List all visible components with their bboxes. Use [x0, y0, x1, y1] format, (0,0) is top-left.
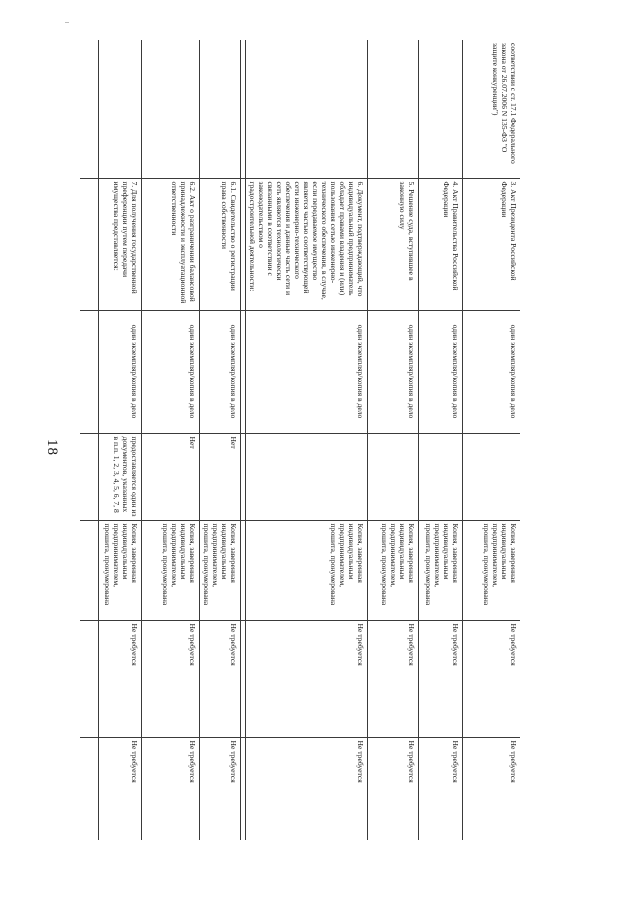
table-cell-col5	[80, 520, 99, 620]
table-cell-col7	[241, 737, 246, 840]
table-cell-col1	[246, 40, 368, 178]
table-cell-col5: Копия, заверенная индивидуальным предпринимателем, прошита, пронумерована	[419, 520, 463, 620]
table-cell-col1	[80, 40, 99, 178]
table-cell-col1	[99, 40, 142, 178]
table-cell-col6: Не требуется	[419, 620, 463, 737]
table-cell-col3	[80, 310, 99, 433]
table-row	[142, 40, 200, 840]
table-cell-col2	[80, 178, 99, 310]
table-cell-col5: Копия, заверенная индивидуальным предпринимателем, прошита, пронумерована	[200, 520, 241, 620]
table-cell-col6	[80, 620, 99, 737]
table-cell-col4: Нет	[200, 433, 241, 520]
table-cell-col2	[241, 178, 246, 310]
table-row	[463, 40, 520, 840]
table-cell-col3	[241, 310, 246, 433]
table-cell-col1	[142, 40, 200, 178]
table-cell-col1	[200, 40, 241, 178]
table-cell-col3: один экземпляр/копия в дело	[99, 310, 142, 433]
table-cell-col7: Не требуется	[419, 737, 463, 840]
table-row	[368, 40, 419, 840]
table-cell-col2: 7. Для получения государственной преференции путем передачи имущества представляется:	[99, 178, 142, 310]
table-cell-col6	[241, 620, 246, 737]
table-cell-col5: Копия, заверенная индивидуальным предпринимателем, прошита, пронумерована	[463, 520, 520, 620]
table-cell-col6: Не требуется	[246, 620, 368, 737]
table-cell-col5: Копия, заверенная индивидуальным предпринимателем, прошита, пронумерована	[246, 520, 368, 620]
table-container	[80, 40, 520, 840]
table-cell-col7: Не требуется	[200, 737, 241, 840]
table-cell-col5: Копия, заверенная индивидуальным предпринимателем, прошита, пронумерована	[142, 520, 200, 620]
table-cell-col7: Не требуется	[463, 737, 520, 840]
table-cell-col6: Не требуется	[368, 620, 419, 737]
page-number: 18	[44, 439, 60, 456]
table-cell-col5	[241, 520, 246, 620]
table-cell-col4	[241, 433, 246, 520]
table-row	[419, 40, 463, 840]
table-row	[200, 40, 241, 840]
table-cell-col7: Не требуется	[246, 737, 368, 840]
table-cell-col1	[241, 40, 246, 178]
table-cell-col4	[246, 433, 368, 520]
document-table	[80, 40, 520, 840]
table-cell-col3: один экземпляр/копия в дело	[200, 310, 241, 433]
table-cell-col2: 5. Решение суда, вступившее в законную силу	[368, 178, 419, 310]
scan-speck	[65, 22, 69, 23]
table-cell-col7: Не требуется	[368, 737, 419, 840]
table-row	[241, 40, 246, 840]
table-cell-col5: Копия, заверенная индивидуальным предпринимателем, прошита, пронумерована	[99, 520, 142, 620]
table-row	[246, 40, 368, 840]
table-row	[99, 40, 142, 840]
table-cell-col5: Копия, заверенная индивидуальным предпринимателем, прошита, пронумерована	[368, 520, 419, 620]
table-cell-col6: Не требуется	[99, 620, 142, 737]
table-cell-col1: соответствии с ст. 17.1 Федерального закона от 26.07.2006 N 135-ФЗ "О защите конкуренции")	[463, 40, 520, 178]
table-cell-col7	[80, 737, 99, 840]
table-cell-col6: Не требуется	[200, 620, 241, 737]
table-cell-col4: предоставляется один из документов, указанных в п.п. 1, 2, 3, 4, 5, 6, 7, 8	[99, 433, 142, 520]
table-cell-col2: 6.2. Акт о разграничении балансовой принадлежности и эксплуатационной ответственности	[142, 178, 200, 310]
table-cell-col7: Не требуется	[142, 737, 200, 840]
table-cell-col2: 3. Акт Президента Российской Федерации	[463, 178, 520, 310]
table-cell-col3: один экземпляр/копия в дело	[368, 310, 419, 433]
table-cell-col4	[419, 433, 463, 520]
table-cell-col2: 6. Документ, подтверждающий, что индивидуальный предприниматель обладает правами владения и (или) пользования сетью инженерно-технического обеспечения, в случае, если передаваемое имущество является частью соответствующей сети инженерно-технического обеспечения и данные часть сети и сеть являются технологически связанными в соответствии с законодательством о градостроительной деятельности:	[246, 178, 368, 310]
rotated-table-area	[80, 40, 520, 840]
table-cell-col3: один экземпляр/копия в дело	[246, 310, 368, 433]
table-cell-col3: один экземпляр/копия в дело	[463, 310, 520, 433]
table-cell-col4	[463, 433, 520, 520]
table-cell-col4	[80, 433, 99, 520]
table-cell-col6: Не требуется	[463, 620, 520, 737]
table-cell-col1	[368, 40, 419, 178]
table-cell-col6: Не требуется	[142, 620, 200, 737]
table-cell-col3: один экземпляр/копия в дело	[419, 310, 463, 433]
table-cell-col1	[419, 40, 463, 178]
table-cell-col2: 6.1. Свидетельство о регистрации права собственности	[200, 178, 241, 310]
table-row	[80, 40, 99, 840]
table-cell-col3: один экземпляр/копия в дело	[142, 310, 200, 433]
table-cell-col7: Не требуется	[99, 737, 142, 840]
table-cell-col2: 4. Акт Правительства Российской Федерации	[419, 178, 463, 310]
table-cell-col4: Нет	[142, 433, 200, 520]
table-cell-col4	[368, 433, 419, 520]
